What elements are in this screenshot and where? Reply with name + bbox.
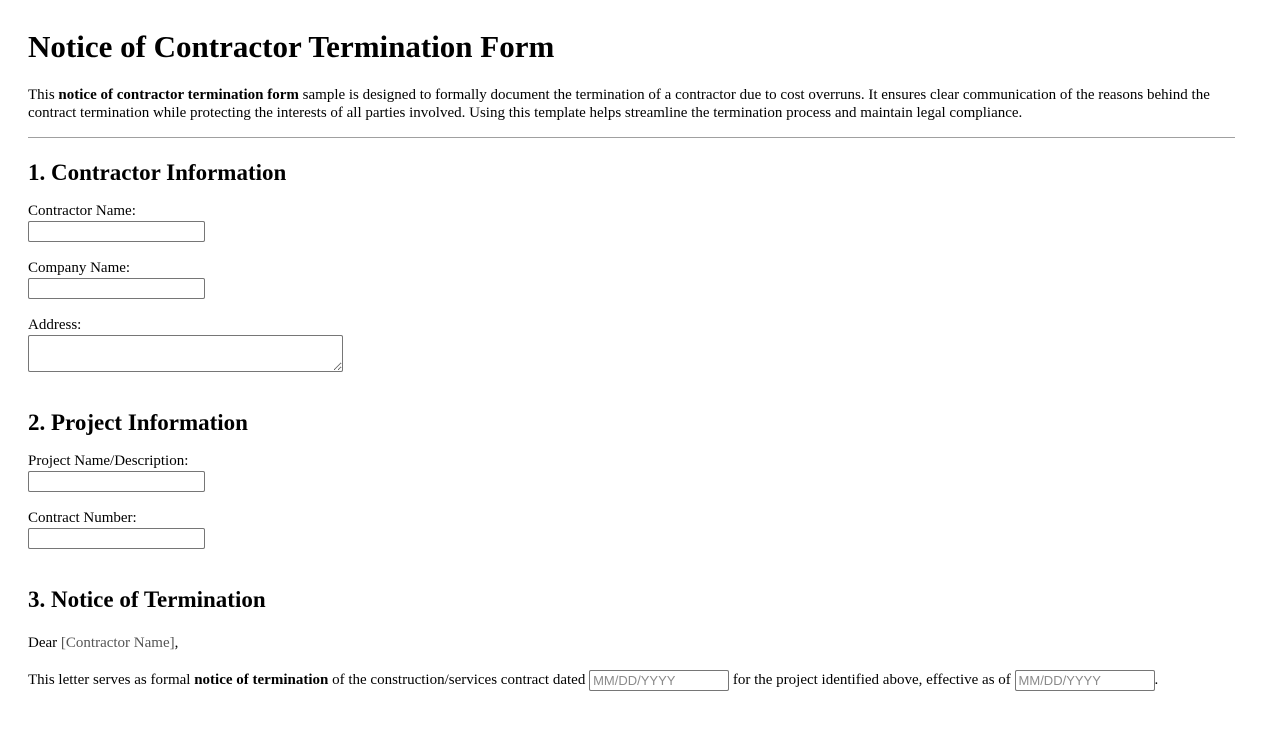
- notice-line-bold: notice of termination: [194, 672, 329, 688]
- contractor-name-field-group: [28, 203, 1235, 242]
- contract-date-input[interactable]: [589, 670, 729, 691]
- intro-suffix: sample is designed to formally document the termination of a contractor due to cost overruns. It ensures clear communication of the reasons behind the contract termination while protecting the interests of all parties involved. Using this template helps streamline the termination process and maintain legal compliance.: [28, 87, 1210, 121]
- effective-date-input[interactable]: [1015, 670, 1155, 691]
- notice-line-mid2: for the project identified above, effective as of: [729, 672, 1015, 688]
- company-name-input[interactable]: [28, 278, 205, 299]
- section-title-project-information: 2. Project Information: [28, 410, 248, 435]
- section-title-notice-of-termination: 3. Notice of Termination: [28, 587, 266, 612]
- project-name-input[interactable]: [28, 471, 205, 492]
- project-field-group: [28, 453, 1235, 492]
- contract-number-label: Contract Number:: [28, 510, 137, 526]
- salutation-line: [28, 635, 1235, 652]
- company-name-field-group: [28, 260, 1235, 299]
- contractor-name-input[interactable]: [28, 221, 205, 242]
- section-divider: [28, 137, 1235, 138]
- address-label: Address:: [28, 317, 82, 333]
- notice-line-prefix: This letter serves as formal: [28, 672, 195, 688]
- company-name-label: Company Name:: [28, 260, 131, 276]
- intro-paragraph: [28, 86, 1228, 122]
- contract-number-field-group: [28, 510, 1235, 549]
- intro-bold-text: notice of contractor termination form: [58, 87, 299, 103]
- page-title: Notice of Contractor Termination Form: [28, 29, 555, 64]
- document-page: [0, 31, 1263, 691]
- notice-line-end: .: [1154, 672, 1159, 688]
- termination-notice-line: [28, 669, 1235, 691]
- contractor-name-label: Contractor Name:: [28, 203, 136, 219]
- contract-number-input[interactable]: [28, 528, 205, 549]
- salutation-dear: Dear: [28, 635, 61, 651]
- section-title-contractor-information: 1. Contractor Information: [28, 160, 287, 185]
- notice-line-mid: of the construction/services contract dated: [328, 672, 590, 688]
- address-textarea[interactable]: [28, 335, 343, 372]
- contractor-name-placeholder: [Contractor Name]: [60, 635, 175, 651]
- intro-prefix: This: [28, 87, 59, 103]
- address-field-group: [28, 317, 1235, 372]
- salutation-comma: ,: [174, 635, 179, 651]
- project-name-label: Project Name/Description:: [28, 453, 189, 469]
